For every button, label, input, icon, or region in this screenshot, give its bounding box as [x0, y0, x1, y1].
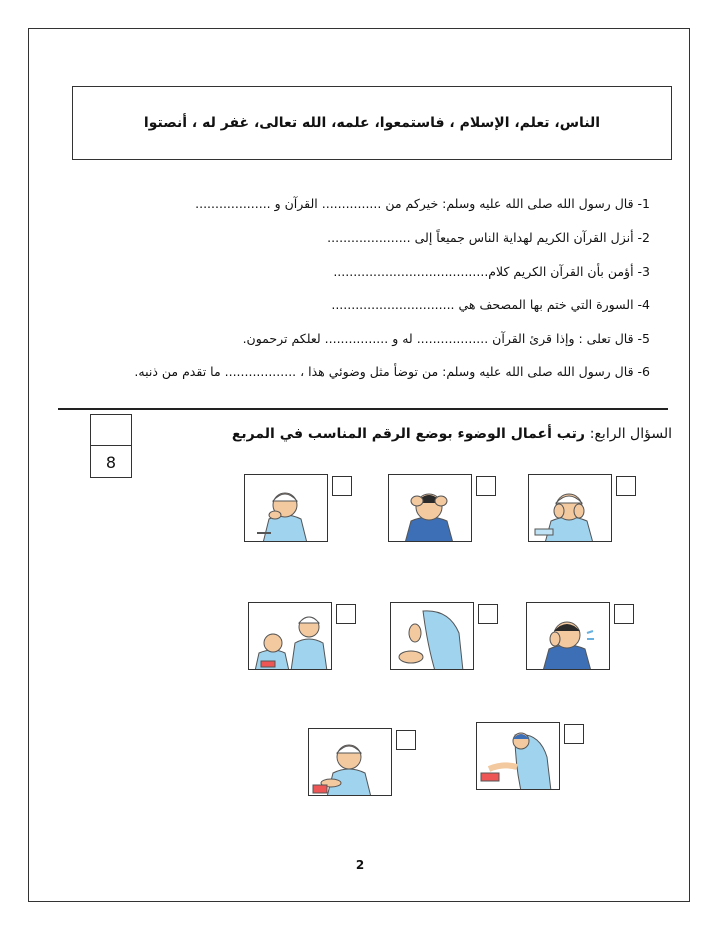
question-6: 6- قال رسول الله صلى الله عليه وسلم: من توضأ مثل وضوئي هذا ، .................. ما تقدم من ذنبه. — [134, 364, 650, 379]
order-checkbox[interactable] — [616, 476, 636, 496]
wash-forearm-icon — [476, 722, 560, 790]
question-2: 2- أنزل القرآن الكريم لهداية الناس جميعاً إلى ..................... — [327, 230, 650, 245]
score-total: 8 — [105, 452, 117, 472]
word-bank-text: الناس، تعلم، الإسلام ، فاستمعوا، علمه، الله تعالى، غفر له ، أنصتوا — [143, 115, 601, 131]
question-5: 5- قال تعلى : وإذا قرئ القرآن .................. له و ................ لعلكم ترحمون. — [242, 331, 650, 346]
wipe-head-icon — [388, 474, 472, 542]
order-checkbox[interactable] — [614, 604, 634, 624]
question-4: 4- السورة التي ختم بها المصحف هي ............................... — [331, 297, 650, 312]
page-number: 2 — [355, 858, 365, 872]
wash-face-icon — [528, 474, 612, 542]
wash-arms-icon — [308, 728, 392, 796]
score-box — [90, 414, 132, 478]
order-checkbox[interactable] — [396, 730, 416, 750]
wash-hands-icon — [248, 602, 332, 670]
order-checkbox[interactable] — [336, 604, 356, 624]
order-checkbox[interactable] — [478, 604, 498, 624]
section-4-instruction: رتب أعمال الوضوء بوضع الرقم المناسب في المربع — [231, 426, 590, 442]
score-earned-cell — [91, 415, 131, 446]
word-bank — [72, 86, 672, 160]
rinse-mouth-icon — [244, 474, 328, 542]
order-checkbox[interactable] — [332, 476, 352, 496]
order-checkbox[interactable] — [476, 476, 496, 496]
order-checkbox[interactable] — [564, 724, 584, 744]
section-4-title — [232, 426, 672, 442]
section-4-lead: السؤال الرابع: — [589, 426, 672, 442]
question-3: 3- أؤمن بأن القرآن الكريم كلام....................................... — [333, 264, 650, 279]
section-divider — [58, 408, 668, 410]
wash-feet-icon — [390, 602, 474, 670]
question-1: 1- قال رسول الله صلى الله عليه وسلم: خيركم من ............... القرآن و ................... — [195, 196, 650, 211]
wipe-ears-icon — [526, 602, 610, 670]
